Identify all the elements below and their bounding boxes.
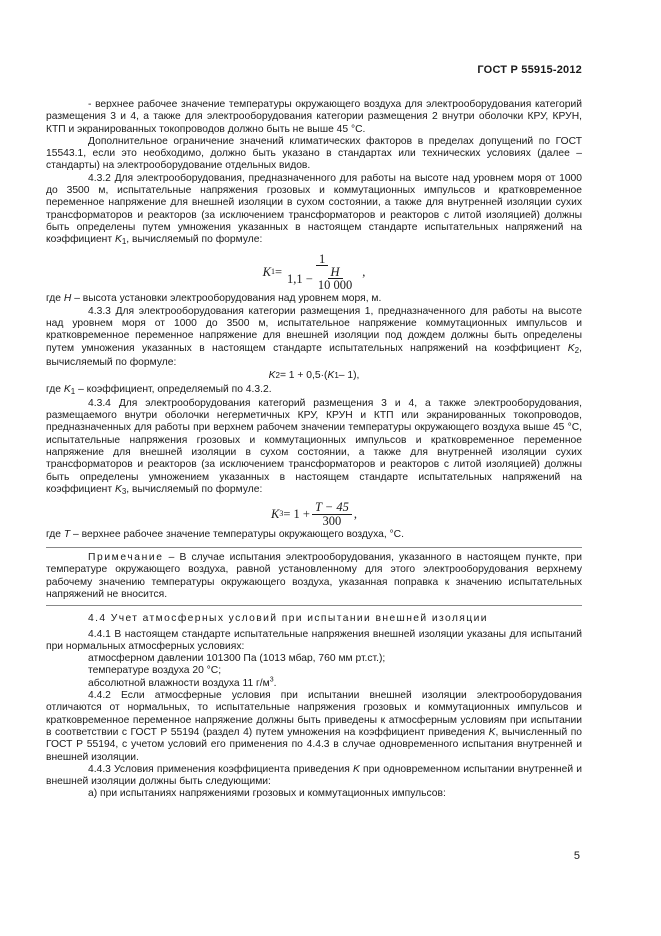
formula-k1: K 1 = 1 1,1 − $\frac{H}{10 000}$ , [262,251,366,293]
note-divider-bottom [46,605,582,606]
paragraph-4-4-3-a: а) при испытаниях напряжениями грозовых и коммутационных импульсов: [88,788,446,800]
paragraph-4-3-4: 4.3.4 Для электрооборудования категорий размещения 3 и 4, а также электрооборудования, размещаемого внутри оболочки негерметичных КРУ, КРУН и КТП или экранированных токопроводов, предназначенных для работы при верхнем рабочем значении температуры окружающего воздуха выше 45 °С, испытательные напряжения грозовых и коммутационных импульсов и кратковременное переменное напряжение для внешней изоляции в сухом состоянии, а также для внутренней изоляции сухих трансформаторов и реакторов (за исключением трансформаторов и реакторов с литой изоляцией) должны быть определены умножением указанных в настоящем стандарте испытательных напряжений на коэффициент K3, вычисляемый по формуле: [46,397,582,496]
section-title-4-4: 4.4 Учет атмосферных условий при испытании внешней изоляции [88,613,488,625]
document-body [46,99,582,801]
paragraph-additional-limits: Дополнительное ограничение значений климатических факторов в пределах допущений по ГОСТ 15543.1, если это необходимо, должно быть указано в стандартах или технических условиях (далее – стандарты) на электрооборудование отдельных видов. [46,135,582,172]
formula-k3: K 3 = 1 + $\frac{T - 45}{300}$ , [271,500,357,528]
paragraph-temperature-limit: - верхнее рабочее значение температуры окружающего воздуха для электрооборудования категорий размещения 3 и 4, а также для электрооборудования категории размещения 2 внутри оболочки КРУ, КРУН, КТП и экранированных токопроводов должно быть не выше 45 °С. [46,99,582,135]
paragraph-4-4-1: 4.4.1 В настоящем стандарте испытательные напряжения внешней изоляции указаны для испытаний при нормальных атмосферных условиях: [46,628,582,652]
where-h: где H – высота установки электрооборудования над уровнем моря, м. [46,293,382,305]
paragraph-4-3-3: 4.3.3 Для электрооборудования категории размещения 1, предназначенного для работы на высоте над уровнем моря от 1000 до 3500 м, испытательное напряжение коммутационных импульсов и кратковременное переменное напряжение для внешней изоляции под дождем должны быть определены путем умножения указанных в настоящем стандарте испытательных напряжений на коэффициент K2, вычисляемый по формуле: [46,305,582,368]
note-divider-top [46,547,582,548]
note: Примечание – В случае испытания электрооборудования, указанного в настоящем пункте, при температуре окружающего воздуха, равной установленному для этого электрооборудования верхнему рабочему значению температуры окружающего воздуха, указанная поправка к значению испытательных напряжений не вносится. [46,552,582,600]
where-k1: где K1 – коэффициент, определяемый по 4.3.2. [46,383,272,396]
paragraph-4-3-2: 4.3.2 Для электрооборудования, предназначенного для работы на высоте над уровнем моря от 1000 до 3500 м, испытательные напряжения грозовых и коммутационных импульсов и кратковременное переменное напряжение для внешней изоляции в сухом состоянии, а также для внутренней изоляции сухих трансформаторов и реакторов (за исключением трансформаторов и реакторов с литой изоляцией) должны быть определены путем умножения указанных в настоящем стандарте испытательных напряжений на коэффициент K1, вычисляемый по формуле: [46,172,582,247]
formula-k2: K 2 = 1 + 0,5·( K 1 – 1), [268,370,360,382]
paragraph-4-4-2: 4.4.2 Если атмосферные условия при испытании внешней изоляции электрооборудования отличаются от нормальных, то испытательные напряжения грозовых и коммутационных импульсов и кратковременное переменное напряжение должны быть приведены к атмосферным условиям при испытании в соответствии с ГОСТ Р 55194 (раздел 4) путем умножения на коэффициент приведения K, вычисленный по ГОСТ Р 55194, с учетом условий его применения по 4.4.3 в случае одновременного испытания внутренней и внешней изоляции. [46,690,582,763]
page-header: ГОСТ Р 55915-2012 [477,64,582,76]
list-item-temperature: температуре воздуха 20 °С; [88,665,222,677]
list-item-pressure: атмосферном давлении 101300 Па (1013 мбар, 760 мм рт.ст.); [88,653,386,665]
paragraph-4-4-3: 4.4.3 Условия применения коэффициента приведения K при одновременном испытании внутренней и внешней изоляции должны быть следующими: [46,763,582,788]
page-number: 5 [573,850,580,862]
list-item-humidity: абсолютной влажности воздуха 11 $г/м^3$. [88,676,277,689]
where-t: где T – верхнее рабочее значение температуры окружающего воздуха, °С. [46,528,404,540]
